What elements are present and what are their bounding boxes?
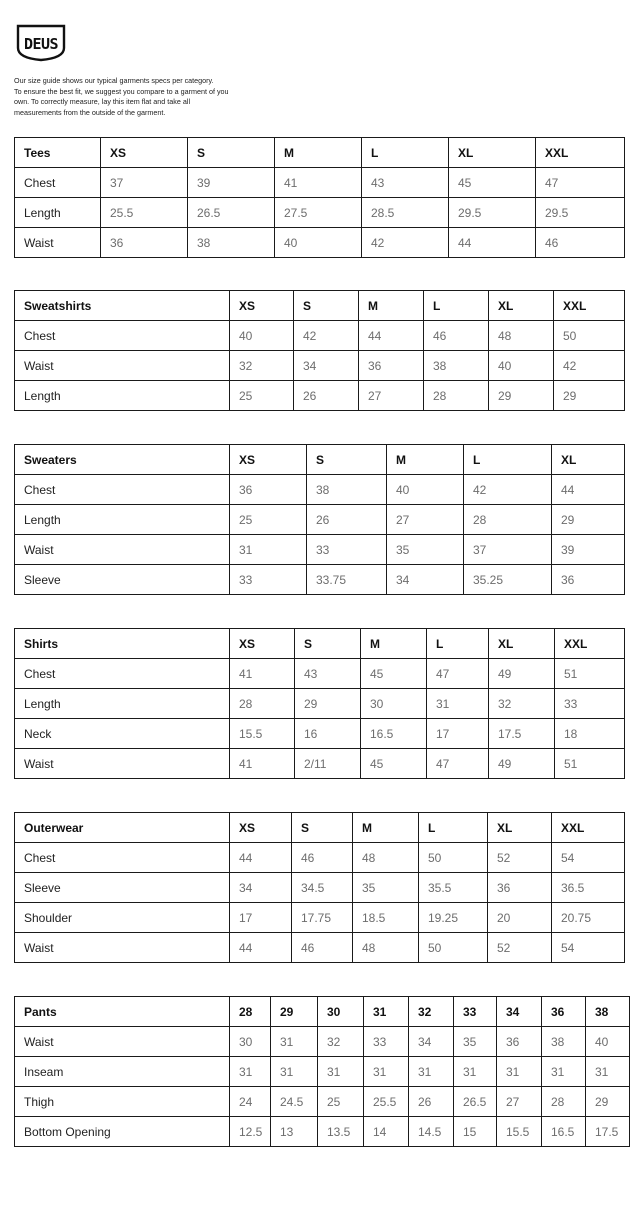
measurement-value: 35.5 [419,873,488,903]
measurement-value: 39 [188,168,275,198]
measurement-value: 51 [555,659,625,689]
measurement-value: 24 [230,1087,271,1117]
measurement-value: 16.5 [542,1117,586,1147]
measurement-value: 36 [101,228,188,258]
measurement-value: 33.75 [307,565,387,595]
measurement-value: 25 [230,381,294,411]
size-header: 34 [497,997,542,1027]
measurement-value: 31 [230,535,307,565]
measurement-value: 51 [555,749,625,779]
measurement-value: 27.5 [275,198,362,228]
measurement-value: 34 [230,873,292,903]
size-header: XL [489,629,555,659]
measurement-value: 25.5 [364,1087,409,1117]
measurement-label: Shoulder [15,903,230,933]
measurement-value: 38 [188,228,275,258]
measurement-value: 48 [353,843,419,873]
measurement-value: 32 [318,1027,364,1057]
measurement-label: Length [15,198,101,228]
size-header: XXL [536,138,625,168]
table-row [15,228,625,258]
size-header: XL [552,445,625,475]
measurement-value: 40 [230,321,294,351]
measurement-value: 26.5 [188,198,275,228]
measurement-label: Waist [15,228,101,258]
measurement-value: 34 [294,351,359,381]
measurement-label: Bottom Opening [15,1117,230,1147]
measurement-value: 42 [294,321,359,351]
category-title: Pants [15,997,230,1027]
measurement-value: 29 [554,381,625,411]
measurement-value: 13.5 [318,1117,364,1147]
measurement-value: 33 [307,535,387,565]
measurement-value: 33 [230,565,307,595]
measurement-value: 49 [489,749,555,779]
table-row [15,321,625,351]
measurement-value: 35 [454,1027,497,1057]
measurement-value: 31 [497,1057,542,1087]
measurement-label: Waist [15,351,230,381]
measurement-value: 17.75 [292,903,353,933]
logo-wordmark: DEUS [23,35,59,53]
measurement-value: 17.5 [586,1117,630,1147]
measurement-value: 28 [542,1087,586,1117]
measurement-value: 45 [361,749,427,779]
measurement-value: 31 [271,1027,318,1057]
measurement-value: 54 [552,933,625,963]
size-header: 31 [364,997,409,1027]
table-row [15,659,625,689]
measurement-value: 40 [489,351,554,381]
measurement-value: 45 [449,168,536,198]
measurement-value: 36 [497,1027,542,1057]
measurement-value: 34 [409,1027,454,1057]
measurement-value: 34 [387,565,464,595]
table-row [15,381,625,411]
measurement-value: 43 [362,168,449,198]
measurement-value: 46 [292,843,353,873]
size-header: XL [449,138,536,168]
measurement-value: 26 [294,381,359,411]
measurement-value: 17 [230,903,292,933]
table-header-row [15,445,625,475]
measurement-value: 25 [318,1087,364,1117]
category-title: Sweatshirts [15,291,230,321]
measurement-label: Chest [15,659,230,689]
measurement-value: 47 [427,659,489,689]
measurement-value: 52 [488,933,552,963]
size-header: L [464,445,552,475]
measurement-value: 20.75 [552,903,625,933]
size-header: S [292,813,353,843]
measurement-value: 44 [449,228,536,258]
measurement-value: 31 [409,1057,454,1087]
measurement-value: 28 [424,381,489,411]
size-header: XXL [552,813,625,843]
size-header: M [353,813,419,843]
intro-line: Our size guide shows our typical garments specs per category. [14,76,214,85]
measurement-value: 36 [230,475,307,505]
measurement-value: 2/11 [295,749,361,779]
size-header: XXL [555,629,625,659]
shirts-size-table [14,628,625,779]
measurement-value: 36 [359,351,424,381]
measurement-label: Waist [15,535,230,565]
measurement-value: 47 [427,749,489,779]
measurement-label: Length [15,689,230,719]
table-row [15,1087,630,1117]
measurement-value: 41 [230,749,295,779]
measurement-value: 46 [424,321,489,351]
measurement-value: 31 [542,1057,586,1087]
measurement-value: 40 [586,1027,630,1057]
measurement-value: 26 [307,505,387,535]
pants-size-table [14,996,630,1147]
category-title: Sweaters [15,445,230,475]
measurement-value: 31 [230,1057,271,1087]
measurement-value: 36.5 [552,873,625,903]
deus-logo [14,22,68,62]
measurement-value: 45 [361,659,427,689]
table-row [15,351,625,381]
measurement-value: 15 [454,1117,497,1147]
tees-size-table [14,137,625,258]
measurement-label: Chest [15,843,230,873]
measurement-value: 47 [536,168,625,198]
size-header: M [387,445,464,475]
measurement-value: 17.5 [489,719,555,749]
measurement-label: Thigh [15,1087,230,1117]
measurement-value: 35.25 [464,565,552,595]
category-title: Outerwear [15,813,230,843]
measurement-value: 29.5 [449,198,536,228]
table-row [15,475,625,505]
measurement-value: 42 [464,475,552,505]
table-row [15,535,625,565]
size-header: S [295,629,361,659]
measurement-value: 50 [554,321,625,351]
size-header: XS [230,629,295,659]
intro-line: measurements from the outside of the garment. [14,107,166,117]
measurement-label: Neck [15,719,230,749]
size-header: 30 [318,997,364,1027]
category-title: Shirts [15,629,230,659]
measurement-value: 40 [275,228,362,258]
measurement-value: 31 [586,1057,630,1087]
size-header: S [188,138,275,168]
size-header: M [275,138,362,168]
measurement-label: Chest [15,321,230,351]
size-header: XS [230,813,292,843]
measurement-value: 52 [488,843,552,873]
size-header: XS [230,445,307,475]
size-header: 28 [230,997,271,1027]
measurement-value: 46 [292,933,353,963]
measurement-value: 28 [464,505,552,535]
measurement-label: Sleeve [15,565,230,595]
size-header: S [307,445,387,475]
size-header: 33 [454,997,497,1027]
measurement-value: 35 [387,535,464,565]
measurement-label: Waist [15,1027,230,1057]
size-header: S [294,291,359,321]
measurement-value: 32 [230,351,294,381]
measurement-value: 28 [230,689,295,719]
table-row [15,843,625,873]
table-header-row [15,997,630,1027]
measurement-label: Waist [15,749,230,779]
table-row [15,933,625,963]
size-header: 36 [542,997,586,1027]
size-header: 29 [271,997,318,1027]
intro-line: own. To correctly measure, lay this item flat and take all [14,97,191,106]
measurement-value: 26.5 [454,1087,497,1117]
measurement-value: 30 [361,689,427,719]
intro-line: To ensure the best fit, we suggest you compare to a garment of you [14,86,229,96]
measurement-value: 24.5 [271,1087,318,1117]
size-header: XS [230,291,294,321]
measurement-value: 15.5 [497,1117,542,1147]
table-header-row [15,813,625,843]
measurement-value: 27 [497,1087,542,1117]
measurement-value: 15.5 [230,719,295,749]
measurement-value: 44 [359,321,424,351]
table-row [15,749,625,779]
measurement-label: Length [15,381,230,411]
measurement-value: 14 [364,1117,409,1147]
measurement-value: 26 [409,1087,454,1117]
size-header: XS [101,138,188,168]
measurement-value: 28.5 [362,198,449,228]
measurement-value: 38 [542,1027,586,1057]
measurement-value: 29 [489,381,554,411]
size-header: M [359,291,424,321]
table-row [15,1027,630,1057]
measurement-value: 13 [271,1117,318,1147]
measurement-value: 19.25 [419,903,488,933]
measurement-value: 20 [488,903,552,933]
table-row [15,1057,630,1087]
measurement-value: 44 [230,843,292,873]
measurement-value: 50 [419,933,488,963]
measurement-value: 39 [552,535,625,565]
measurement-value: 38 [307,475,387,505]
table-row [15,565,625,595]
size-header: L [362,138,449,168]
sweatshirts-size-table [14,290,625,411]
size-header: L [424,291,489,321]
table-row [15,873,625,903]
measurement-value: 49 [489,659,555,689]
measurement-value: 38 [424,351,489,381]
measurement-value: 17 [427,719,489,749]
table-row [15,198,625,228]
measurement-value: 32 [489,689,555,719]
size-guide-intro [14,76,249,118]
measurement-value: 36 [552,565,625,595]
measurement-value: 27 [387,505,464,535]
measurement-label: Inseam [15,1057,230,1087]
size-header: M [361,629,427,659]
measurement-label: Waist [15,933,230,963]
measurement-value: 48 [489,321,554,351]
table-row [15,903,625,933]
measurement-value: 29 [552,505,625,535]
measurement-value: 37 [101,168,188,198]
measurement-value: 31 [318,1057,364,1087]
measurement-value: 36 [488,873,552,903]
measurement-value: 48 [353,933,419,963]
measurement-value: 30 [230,1027,271,1057]
measurement-value: 29 [295,689,361,719]
measurement-value: 41 [275,168,362,198]
measurement-value: 31 [454,1057,497,1087]
measurement-value: 33 [364,1027,409,1057]
measurement-value: 33 [555,689,625,719]
measurement-value: 34.5 [292,873,353,903]
size-header: 32 [409,997,454,1027]
measurement-label: Chest [15,475,230,505]
measurement-value: 37 [464,535,552,565]
measurement-value: 54 [552,843,625,873]
measurement-label: Chest [15,168,101,198]
measurement-value: 27 [359,381,424,411]
measurement-value: 31 [271,1057,318,1087]
measurement-value: 42 [554,351,625,381]
size-header: XXL [554,291,625,321]
measurement-label: Sleeve [15,873,230,903]
measurement-value: 31 [427,689,489,719]
measurement-value: 12.5 [230,1117,271,1147]
measurement-value: 50 [419,843,488,873]
measurement-value: 18 [555,719,625,749]
size-header: L [427,629,489,659]
table-row [15,689,625,719]
measurement-value: 14.5 [409,1117,454,1147]
measurement-value: 44 [552,475,625,505]
measurement-value: 42 [362,228,449,258]
table-header-row [15,138,625,168]
table-row [15,505,625,535]
measurement-value: 29.5 [536,198,625,228]
measurement-value: 16 [295,719,361,749]
measurement-value: 41 [230,659,295,689]
size-header: L [419,813,488,843]
measurement-value: 43 [295,659,361,689]
table-row [15,719,625,749]
measurement-value: 16.5 [361,719,427,749]
table-header-row [15,291,625,321]
measurement-value: 25 [230,505,307,535]
outerwear-size-table [14,812,625,963]
measurement-value: 25.5 [101,198,188,228]
size-header: XL [488,813,552,843]
size-header: XL [489,291,554,321]
table-row [15,168,625,198]
category-title: Tees [15,138,101,168]
size-header: 38 [586,997,630,1027]
measurement-value: 35 [353,873,419,903]
measurement-value: 40 [387,475,464,505]
sweaters-size-table [14,444,625,595]
measurement-value: 46 [536,228,625,258]
table-row [15,1117,630,1147]
measurement-value: 18.5 [353,903,419,933]
measurement-value: 44 [230,933,292,963]
measurement-label: Length [15,505,230,535]
measurement-value: 29 [586,1087,630,1117]
table-header-row [15,629,625,659]
measurement-value: 31 [364,1057,409,1087]
